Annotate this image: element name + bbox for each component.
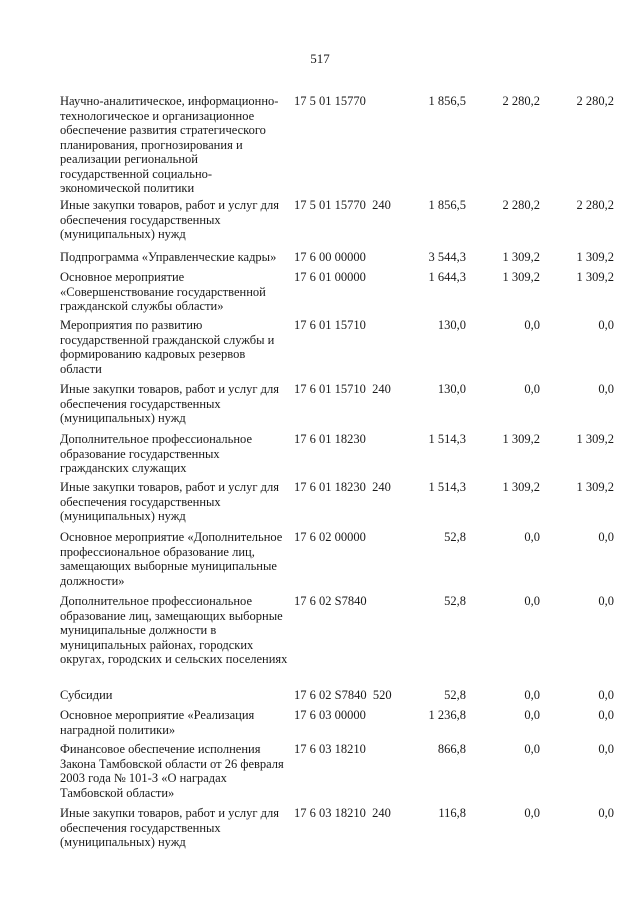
row-value-2: 0,0 — [524, 318, 540, 332]
row-value-2: 2 280,2 — [502, 94, 540, 108]
row-value-3: 2 280,2 — [576, 94, 614, 108]
row-name: Мероприятия по развитию государственной гражданской службы и формированию кадровых резервов области — [60, 318, 275, 376]
row-value-2: 1 309,2 — [502, 480, 540, 494]
row-value-2: 0,0 — [524, 742, 540, 756]
row-code: 17 6 03 18210 240 — [294, 806, 391, 820]
row-value-2: 0,0 — [524, 530, 540, 544]
row-name: Подпрограмма «Управленческие кадры» — [60, 250, 277, 264]
row-value-2: 0,0 — [524, 806, 540, 820]
row-code: 17 6 01 15710 240 — [294, 382, 391, 396]
row-code: 17 6 02 00000 — [294, 530, 366, 544]
row-name: Иные закупки товаров, работ и услуг для обеспечения государственных (муниципальных) нужд — [60, 480, 280, 523]
row-value-3: 1 309,2 — [576, 480, 614, 494]
row-name: Дополнительное профессиональное образование государственных гражданских служащих — [60, 432, 252, 475]
row-value-2: 0,0 — [524, 688, 540, 702]
row-name: Основное мероприятие «Реализация наградной политики» — [60, 708, 255, 737]
row-value-3: 0,0 — [598, 382, 614, 396]
row-name: Иные закупки товаров, работ и услуг для обеспечения государственных (муниципальных) нужд — [60, 382, 280, 425]
row-code: 17 6 03 00000 — [294, 708, 366, 722]
row-name: Иные закупки товаров, работ и услуг для обеспечения государственных (муниципальных) нужд — [60, 198, 280, 241]
row-value-2: 0,0 — [524, 708, 540, 722]
row-code: 17 6 02 S7840 520 — [294, 688, 392, 702]
row-name: Финансовое обеспечение исполнения Закона Тамбовской области от 26 февраля 2003 года № 101-З «О наградах Тамбовской области» — [60, 742, 284, 800]
row-code: 17 5 01 15770 — [294, 94, 366, 108]
row-name: Основное мероприятие «Дополнительное профессиональное образование лиц, замещающих выборные муниципальные должности» — [60, 530, 283, 588]
row-value-1: 52,8 — [444, 530, 466, 544]
row-value-1: 52,8 — [444, 594, 466, 608]
page-number: 517 — [310, 51, 330, 66]
row-code: 17 6 02 S7840 — [294, 594, 367, 608]
row-name: Иные закупки товаров, работ и услуг для обеспечения государственных (муниципальных) нужд — [60, 806, 280, 849]
row-value-1: 130,0 — [437, 382, 466, 396]
row-value-3: 0,0 — [598, 318, 614, 332]
row-value-3: 1 309,2 — [576, 432, 614, 446]
row-value-3: 1 309,2 — [576, 250, 614, 264]
row-code: 17 6 01 00000 — [294, 270, 366, 284]
row-name: Научно-аналитическое, информационно-технологическое и организационное обеспечение развития стратегического планирования, прогнозирования и реализации региональной государственной социально-экономической политики — [60, 94, 279, 195]
row-value-1: 1 514,3 — [428, 432, 466, 446]
row-value-1: 116,8 — [438, 806, 466, 820]
row-value-1: 130,0 — [437, 318, 466, 332]
row-code: 17 5 01 15770 240 — [294, 198, 391, 212]
row-value-3: 0,0 — [598, 594, 614, 608]
row-code: 17 6 01 18230 — [294, 432, 366, 446]
row-value-1: 1 236,8 — [428, 708, 466, 722]
row-value-2: 2 280,2 — [502, 198, 540, 212]
row-value-1: 866,8 — [437, 742, 466, 756]
row-value-3: 0,0 — [598, 688, 614, 702]
row-code: 17 6 00 00000 — [294, 250, 366, 264]
row-code: 17 6 03 18210 — [294, 742, 366, 756]
row-code: 17 6 01 15710 — [294, 318, 366, 332]
row-value-1: 1 644,3 — [428, 270, 466, 284]
row-value-2: 1 309,2 — [502, 432, 540, 446]
row-value-1: 1 514,3 — [428, 480, 466, 494]
row-value-1: 3 544,3 — [428, 250, 466, 264]
row-name: Дополнительное профессиональное образование лиц, замещающих выборные муниципальные должности в муниципальных районах, городских округах, городских и сельских поселениях — [60, 594, 288, 666]
row-value-1: 1 856,5 — [428, 94, 466, 108]
row-value-1: 1 856,5 — [428, 198, 466, 212]
row-value-2: 0,0 — [524, 594, 540, 608]
row-value-2: 0,0 — [524, 382, 540, 396]
row-value-2: 1 309,2 — [502, 270, 540, 284]
row-value-3: 0,0 — [598, 708, 614, 722]
row-value-3: 2 280,2 — [576, 198, 614, 212]
row-value-1: 52,8 — [444, 688, 466, 702]
row-code: 17 6 01 18230 240 — [294, 480, 391, 494]
row-value-2: 1 309,2 — [502, 250, 540, 264]
row-value-3: 0,0 — [598, 530, 614, 544]
row-value-3: 0,0 — [598, 806, 614, 820]
row-value-3: 0,0 — [598, 742, 614, 756]
row-name: Основное мероприятие «Совершенствование государственной гражданской службы области» — [60, 270, 266, 313]
row-value-3: 1 309,2 — [576, 270, 614, 284]
row-name: Субсидии — [60, 688, 113, 702]
